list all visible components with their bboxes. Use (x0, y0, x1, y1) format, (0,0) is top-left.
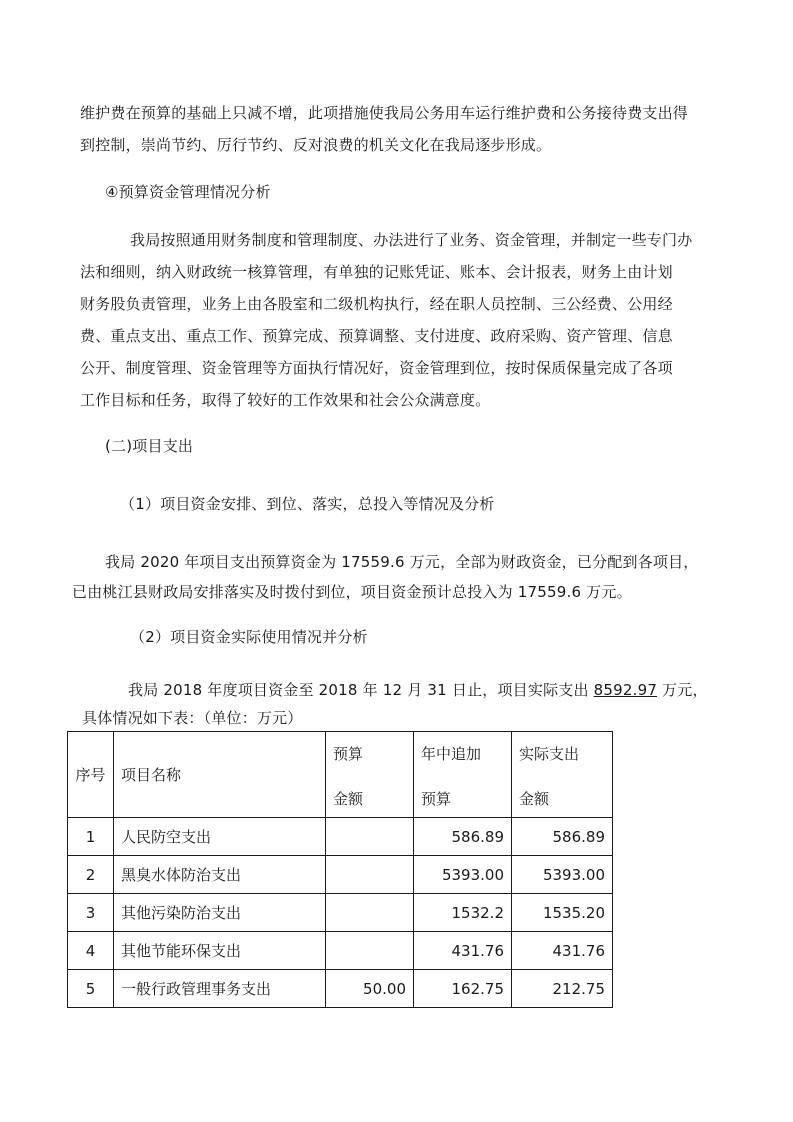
table-caption: 具体情况如下表：（单位：万元） (82, 709, 303, 727)
cell-project-name: 一般行政管理事务支出 (114, 970, 326, 1008)
cell-added-budget: 5393.00 (414, 856, 512, 894)
paragraph-text: 万元， (657, 681, 708, 699)
cell-project-name: 其他污染防治支出 (114, 894, 326, 932)
table-row (68, 818, 613, 856)
cell-budget (326, 932, 414, 970)
paragraph-line: 到控制，崇尚节约、厉行节约、反对浪费的机关文化在我局逐步形成。 (80, 136, 552, 154)
section-heading-budget-management: ④预算资金管理情况分析 (105, 183, 271, 201)
header-actual-bottom: 金额 (519, 789, 550, 808)
paragraph-line: 我局按照通用财务制度和管理制度、办法进行了业务、资金管理，并制定一些专门办 (130, 231, 693, 249)
cell-actual-expenditure: 212.75 (512, 970, 613, 1008)
header-added-budget (414, 732, 512, 818)
header-actual-top: 实际支出 (519, 744, 580, 763)
subsection-heading-funding: （1）项目资金安排、到位、落实，总投入等情况及分析 (120, 495, 495, 513)
cell-serial-no: 4 (68, 932, 114, 970)
cell-actual-expenditure: 5393.00 (512, 856, 613, 894)
actual-expenditure-amount: 8592.97 (593, 681, 658, 699)
header-added-bottom: 预算 (421, 789, 452, 808)
table-row (68, 856, 613, 894)
cell-serial-no: 1 (68, 818, 114, 856)
paragraph-line (128, 680, 708, 700)
paragraph-line: 财务股负责管理，业务上由各股室和二级机构执行，经在职人员控制、三公经费、公用经 (80, 295, 673, 313)
header-budget-top: 预算 (333, 744, 364, 763)
subsection-heading-actual-use: （2）项目资金实际使用情况并分析 (130, 628, 368, 646)
cell-serial-no: 3 (68, 894, 114, 932)
header-budget (326, 732, 414, 818)
header-project-name: 项目名称 (114, 732, 326, 818)
cell-serial-no: 2 (68, 856, 114, 894)
cell-budget (326, 856, 414, 894)
project-expenditure-table (67, 731, 613, 1008)
cell-added-budget: 431.76 (414, 932, 512, 970)
paragraph-line: 法和细则，纳入财政统一核算管理，有单独的记账凭证、账本、会计报表，财务上由计划 (80, 263, 673, 281)
paragraph-line: 我局 2020 年项目支出预算资金为 17559.6 万元，全部为财政资金，已分配到各项目， (105, 553, 699, 571)
header-budget-bottom: 金额 (333, 789, 364, 808)
table-header-row (68, 732, 613, 818)
cell-budget (326, 894, 414, 932)
cell-project-name: 黑臭水体防治支出 (114, 856, 326, 894)
paragraph-line: 维护费在预算的基础上只减不增，此项措施使我局公务用车运行维护费和公务接待费支出得 (80, 104, 689, 122)
table-row (68, 894, 613, 932)
paragraph-text: 我局 2018 年度项目资金至 2018 年 12 月 31 日止，项目实际支出 (128, 681, 594, 699)
cell-budget: 50.00 (326, 970, 414, 1008)
cell-actual-expenditure: 1535.20 (512, 894, 613, 932)
cell-project-name: 人民防空支出 (114, 818, 326, 856)
section-heading-project-expenditure: (二)项目支出 (105, 437, 194, 455)
cell-project-name: 其他节能环保支出 (114, 932, 326, 970)
cell-added-budget: 162.75 (414, 970, 512, 1008)
cell-actual-expenditure: 586.89 (512, 818, 613, 856)
cell-actual-expenditure: 431.76 (512, 932, 613, 970)
cell-serial-no: 5 (68, 970, 114, 1008)
cell-added-budget: 586.89 (414, 818, 512, 856)
paragraph-line: 公开、制度管理、资金管理等方面执行情况好，资金管理到位，按时保质保量完成了各项 (80, 359, 673, 377)
paragraph-line: 已由桃江县财政局安排落实及时拨付到位，项目资金预计总投入为 17559.6 万元。 (72, 583, 632, 601)
header-serial-no: 序号 (68, 732, 114, 818)
paragraph-line: 工作目标和任务，取得了较好的工作效果和社会公众满意度。 (80, 391, 491, 409)
cell-budget (326, 818, 414, 856)
paragraph-line: 费、重点支出、重点工作、预算完成、预算调整、支付进度、政府采购、资产管理、信息 (80, 327, 673, 345)
cell-added-budget: 1532.2 (414, 894, 512, 932)
table-row (68, 970, 613, 1008)
header-actual-expenditure (512, 732, 613, 818)
header-added-top: 年中追加 (421, 744, 482, 763)
table-row (68, 932, 613, 970)
